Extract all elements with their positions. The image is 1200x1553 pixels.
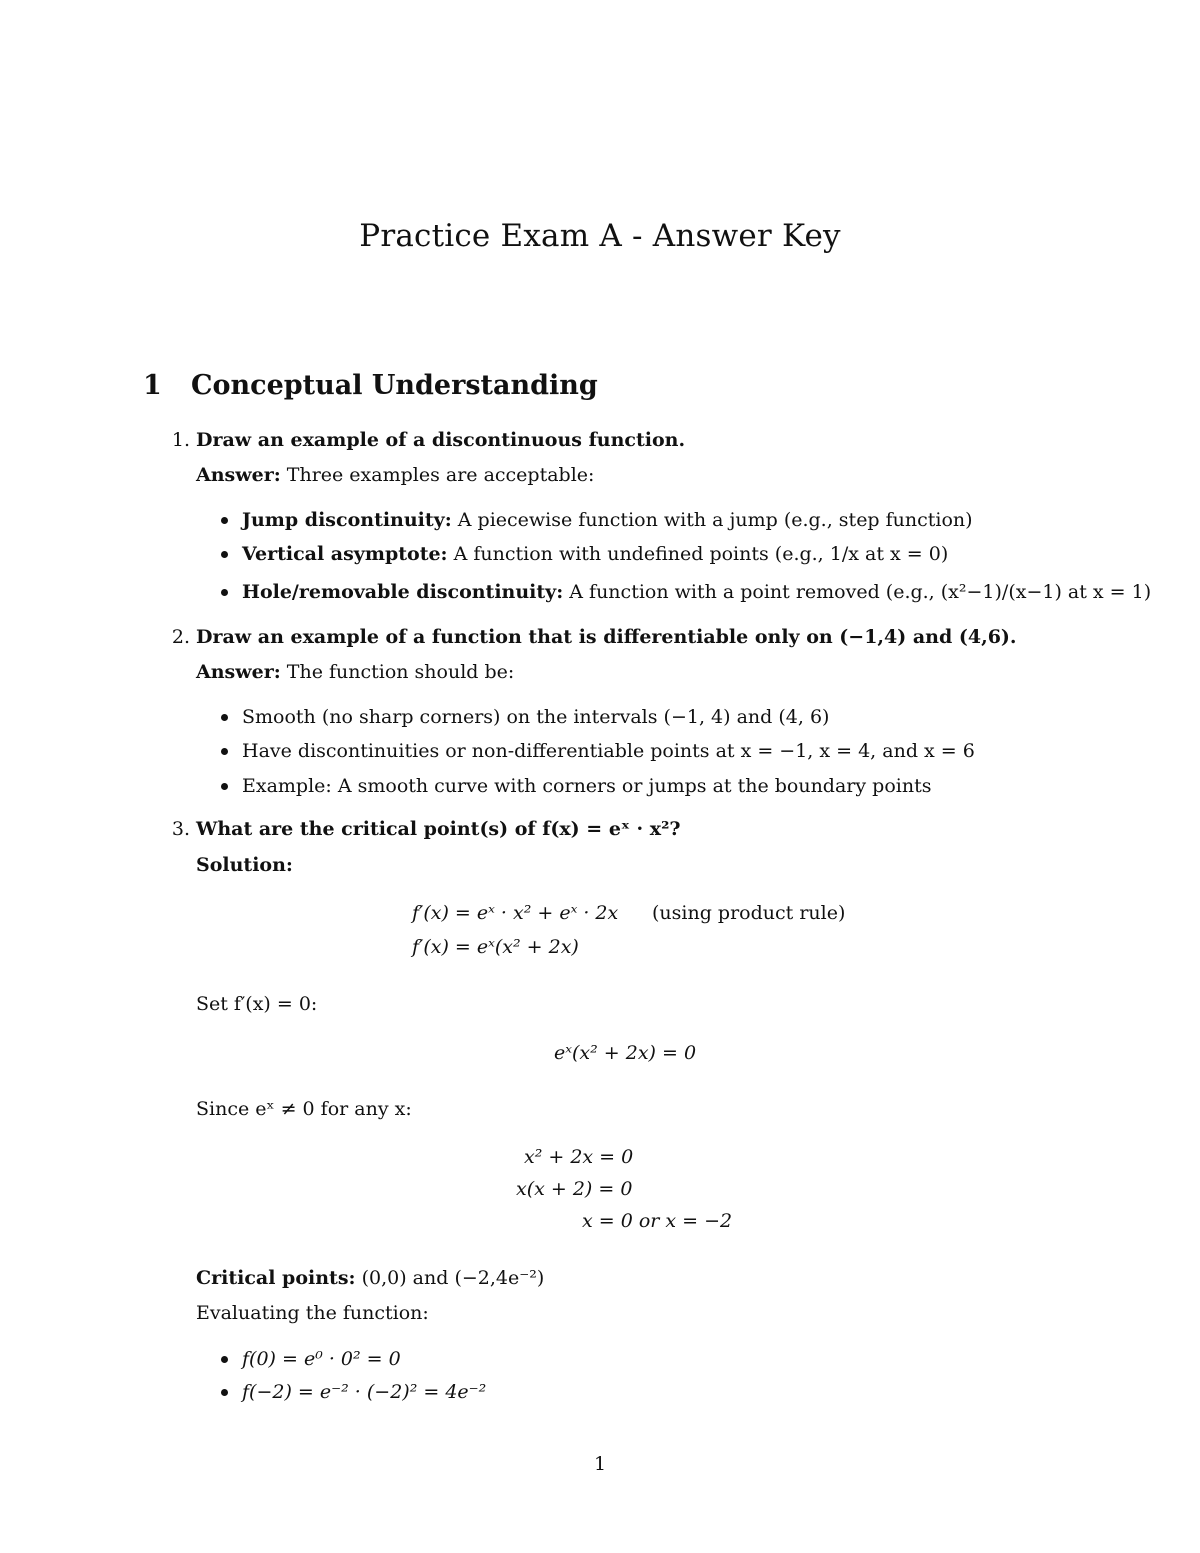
eval-bullet-2: f(−2) = e⁻² · (−2)² = 4e⁻² (242, 1381, 487, 1403)
q2-answer (196, 659, 514, 685)
bullet-dot (221, 748, 228, 755)
q1-number: 1. (171, 429, 190, 451)
q2-number: 2. (171, 626, 190, 648)
q1-bullet-3-text: A function with a point removed (e.g., (x²−1)/(x−1) at x = 1) (569, 581, 1152, 603)
section-title: Conceptual Understanding (191, 370, 598, 401)
q1-question: Draw an example of a discontinuous function. (196, 429, 686, 451)
evaluating-text: Evaluating the function: (196, 1302, 429, 1324)
section-heading (143, 370, 598, 401)
q1-answer-text: Three examples are acceptable: (286, 464, 595, 486)
q3-number: 3. (171, 818, 190, 840)
derivative-line-1: f′(x) = eˣ · x² + eˣ · 2x (412, 902, 619, 924)
bullet-dot (221, 551, 228, 558)
eval-bullet-1: f(0) = e⁰ · 0² = 0 (242, 1348, 401, 1370)
q1-bullet-2 (242, 541, 948, 567)
q2-answer-label: Answer: (196, 661, 281, 683)
q1-bullet-1-label: Jump discontinuity: (242, 509, 452, 531)
q1-bullet-3 (242, 579, 1151, 605)
q2-bullet-3: Example: A smooth curve with corners or jumps at the boundary points (242, 775, 932, 797)
page-number: 1 (593, 1453, 607, 1475)
solve-line-2: x(x + 2) = 0 (516, 1178, 633, 1200)
critical-points-text: (0,0) and (−2,4e⁻²) (361, 1267, 545, 1289)
q1-bullet-3-label: Hole/removable discontinuity: (242, 581, 564, 603)
bullet-dot (221, 1356, 228, 1363)
bullet-dot (221, 589, 228, 596)
q1-answer (196, 462, 594, 488)
set-derivative-text: Set f′(x) = 0: (196, 993, 318, 1015)
bullet-dot (221, 517, 228, 524)
q1-bullet-1 (242, 507, 973, 533)
derivative-line-2: f′(x) = eˣ(x² + 2x) (412, 936, 579, 958)
set-equation: eˣ(x² + 2x) = 0 (554, 1042, 697, 1064)
q1-bullet-2-label: Vertical asymptote: (242, 543, 448, 565)
q1-answer-label: Answer: (196, 464, 281, 486)
q3-question: What are the critical point(s) of f(x) = eˣ · x²? (196, 818, 681, 840)
bullet-dot (221, 714, 228, 721)
q1-bullet-2-text: A function with undefined points (e.g., 1/x at x = 0) (453, 543, 949, 565)
bullet-dot (221, 783, 228, 790)
q2-answer-text: The function should be: (286, 661, 515, 683)
q3-solution-label: Solution: (196, 854, 293, 876)
since-text: Since eˣ ≠ 0 for any x: (196, 1098, 412, 1120)
q2-bullet-1: Smooth (no sharp corners) on the intervals (−1, 4) and (4, 6) (242, 706, 830, 728)
q1-bullet-1-text: A piecewise function with a jump (e.g., step function) (457, 509, 973, 531)
bullet-dot (221, 1389, 228, 1396)
q2-question: Draw an example of a function that is differentiable only on (−1,4) and (4,6). (196, 626, 1017, 648)
critical-points-label: Critical points: (196, 1267, 356, 1289)
product-rule-note: (using product rule) (652, 902, 846, 924)
solve-line-3: x = 0 or x = −2 (582, 1210, 733, 1232)
solve-line-1: x² + 2x = 0 (524, 1146, 634, 1168)
critical-points (196, 1265, 544, 1291)
q2-bullet-2: Have discontinuities or non-differentiable points at x = −1, x = 4, and x = 6 (242, 740, 975, 762)
document-title: Practice Exam A - Answer Key (359, 218, 841, 254)
section-number: 1 (143, 370, 162, 401)
